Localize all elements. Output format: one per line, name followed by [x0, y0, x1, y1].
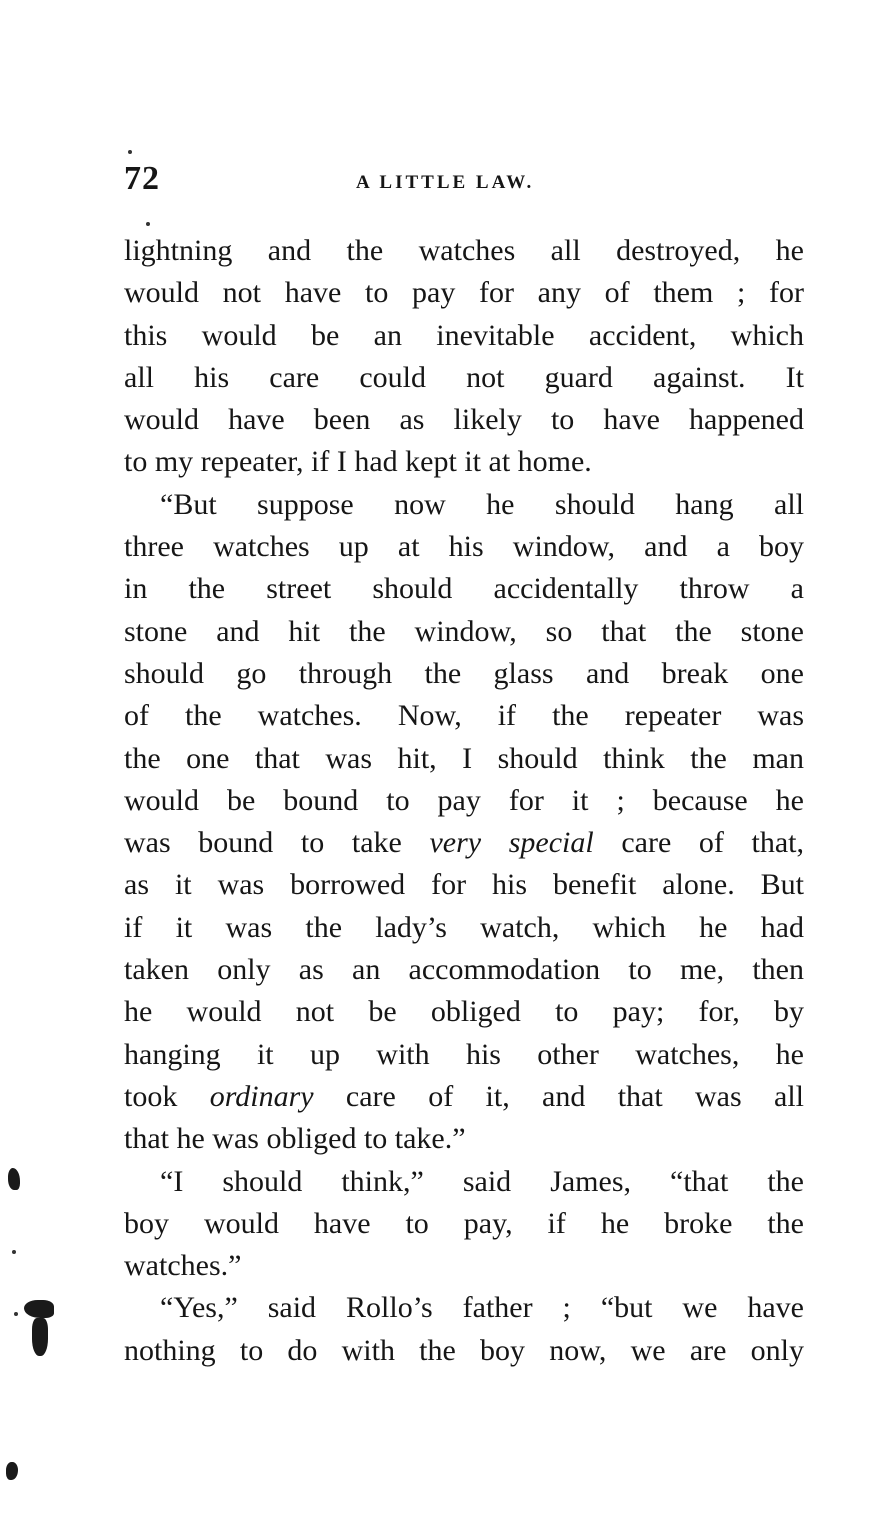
- text-line: stone and hit the window, so that the stone: [124, 614, 804, 648]
- page-header: [124, 160, 804, 200]
- scan-speck: [128, 150, 132, 154]
- running-head: A LITTLE LAW.: [356, 172, 535, 193]
- scan-speck: [146, 222, 150, 226]
- page-number: 72: [124, 160, 160, 197]
- text-line: hanging it up with his other watches, he: [124, 1037, 804, 1071]
- text-line: of the watches. Now, if the repeater was: [124, 699, 804, 733]
- text-run: care of that,: [593, 826, 804, 860]
- ink-blot: [8, 1168, 20, 1190]
- text-line: three watches up at his window, and a boy: [124, 530, 804, 564]
- text-line: would have been as likely to have happened: [124, 403, 804, 437]
- text-line: boy would have to pay, if he broke the: [124, 1206, 804, 1240]
- text-line: [124, 1076, 804, 1118]
- text-run: took: [124, 1079, 210, 1113]
- text-line: taken only as an accommodation to me, then: [124, 953, 804, 987]
- text-line: the one that was hit, I should think the man: [124, 741, 804, 775]
- text-line: that he was obliged to take.”: [124, 1122, 466, 1156]
- text-line: he would not be obliged to pay; for, by: [124, 995, 804, 1029]
- text-run: was bound to take: [124, 826, 430, 860]
- text-run: care of it, and that was all: [313, 1079, 804, 1113]
- text-line: “I should think,” said James, “that the: [160, 1164, 804, 1198]
- text-line: in the street should accidentally throw a: [124, 572, 804, 606]
- text-line: should go through the glass and break one: [124, 656, 804, 690]
- text-line: would not have to pay for any of them ; for: [124, 276, 804, 310]
- ink-blot: [32, 1318, 48, 1356]
- text-line: to my repeater, if I had kept it at home.: [124, 445, 592, 479]
- text-line: this would be an inevitable accident, which: [124, 318, 804, 352]
- scan-speck: [14, 1312, 18, 1316]
- italic-phrase: ordinary: [209, 1079, 314, 1113]
- text-line: nothing to do with the boy now, we are only: [124, 1333, 804, 1367]
- italic-phrase: very special: [429, 826, 594, 860]
- text-line: if it was the lady’s watch, which he had: [124, 910, 804, 944]
- text-line: watches.”: [124, 1249, 242, 1283]
- text-line: “But suppose now he should hang all: [160, 487, 804, 521]
- text-line: all his care could not guard against. It: [124, 360, 804, 394]
- text-line: as it was borrowed for his benefit alone. But: [124, 868, 804, 902]
- body-text: [124, 230, 804, 1372]
- ink-blot: [6, 1462, 18, 1480]
- ink-blot: [24, 1300, 54, 1318]
- text-line: would be bound to pay for it ; because he: [124, 783, 804, 817]
- text-line: “Yes,” said Rollo’s father ; “but we have: [160, 1291, 804, 1325]
- text-line: lightning and the watches all destroyed, he: [124, 234, 804, 267]
- scan-speck: [12, 1250, 16, 1254]
- text-line: [124, 822, 804, 864]
